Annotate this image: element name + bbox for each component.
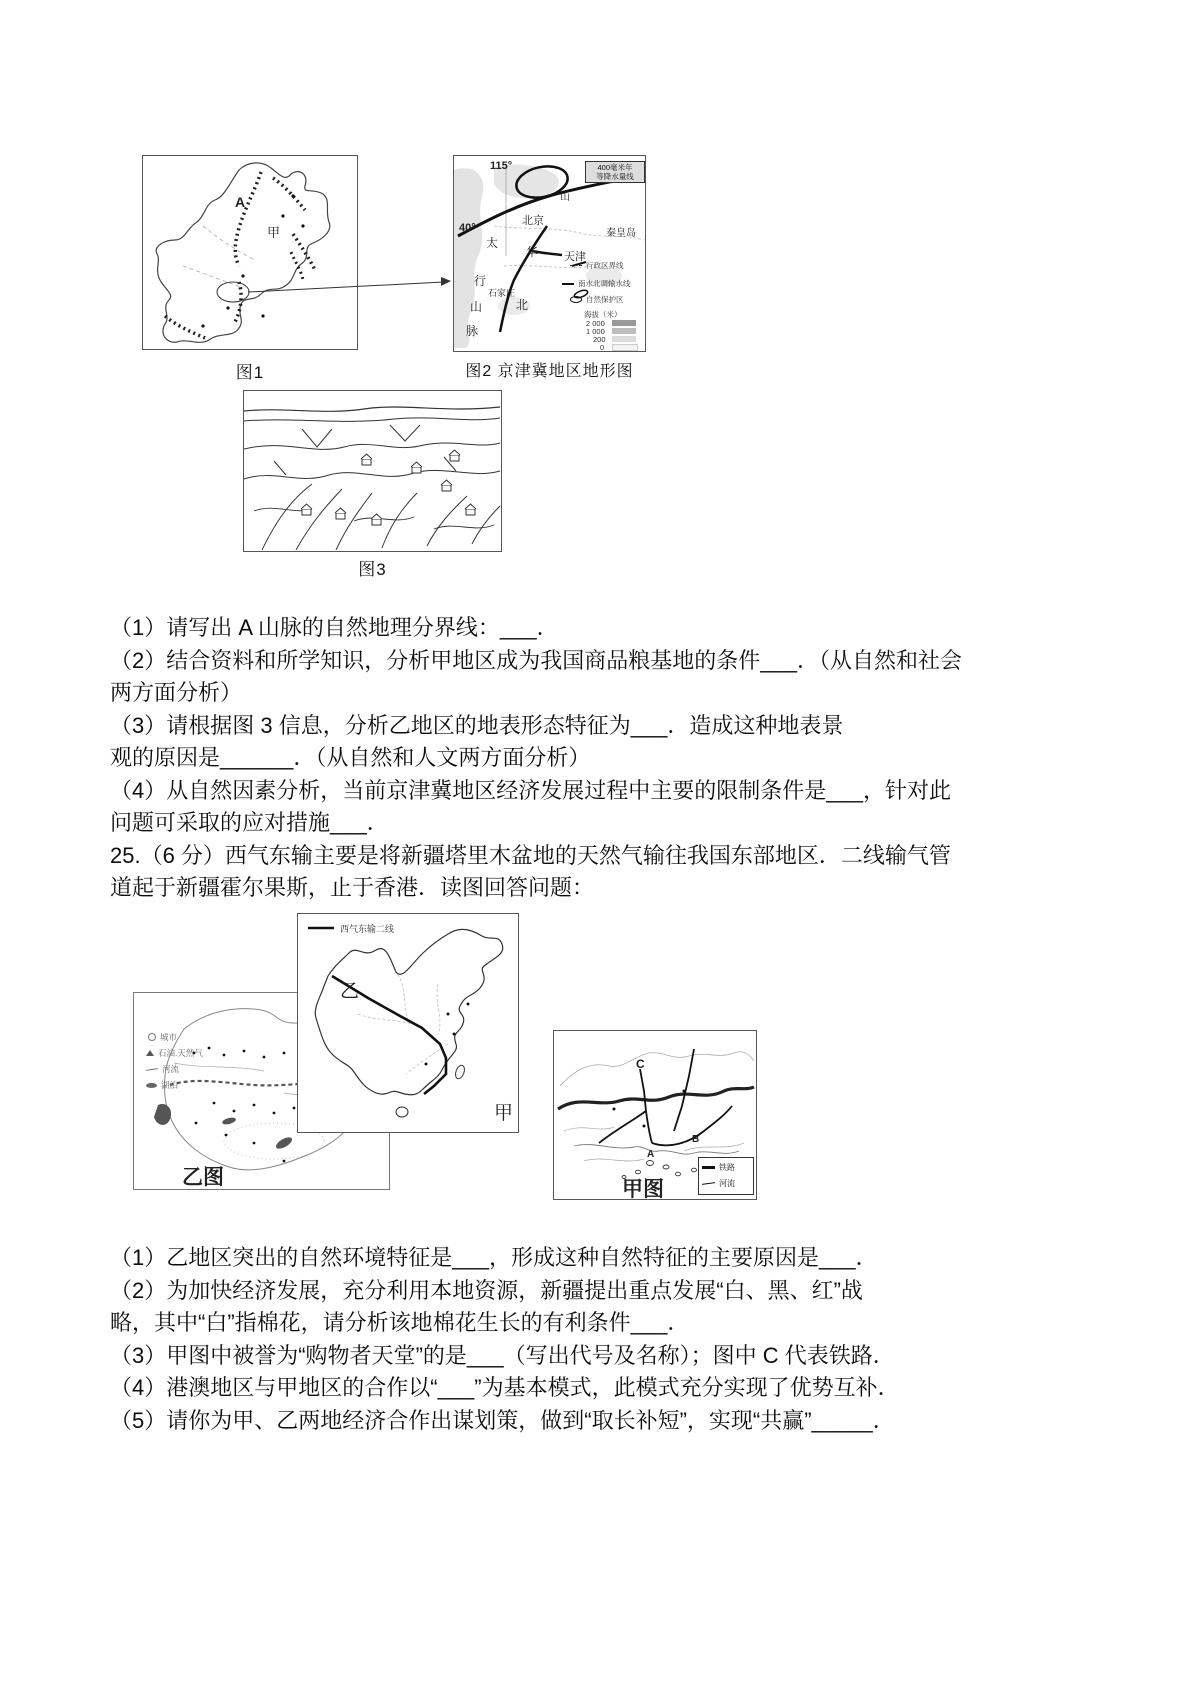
fig1-label-jia: 甲 bbox=[267, 225, 281, 240]
fig2-elev-0: 0 bbox=[600, 343, 605, 352]
figure1-map-drawing bbox=[143, 156, 359, 351]
city-icon bbox=[148, 1033, 156, 1041]
q25-line-5: （4）港澳地区与甲地区的合作以“___”为基本模式，此模式充分实现了优势互补． bbox=[110, 1375, 900, 1400]
fig2-tianjin-label: 天津 bbox=[564, 251, 586, 263]
question25-text bbox=[110, 1242, 1100, 1437]
q24-line-5: 观的原因是______．（从自然和人文两方面分析） bbox=[110, 745, 591, 770]
jiatu-legend-river bbox=[702, 1178, 750, 1189]
pipeline-label-jia: 甲 bbox=[494, 1103, 514, 1124]
figure2-box bbox=[453, 155, 646, 352]
jiatu-legend-railway-label: 铁路 bbox=[719, 1163, 735, 1172]
jiatu-legend-railway bbox=[702, 1162, 750, 1173]
q24-line-2: （2）结合资料和所学知识，分析甲地区成为我国商品粮基地的条件___．（从自然和社会 bbox=[110, 647, 962, 673]
jiatu-caption: 甲图 bbox=[622, 1178, 664, 1201]
solid-line-icon bbox=[562, 283, 574, 285]
jiatu-box bbox=[553, 1030, 757, 1200]
jiatu-legend-river-label: 河流 bbox=[719, 1179, 735, 1188]
q25-stem-line-2: 道起于新疆霍尔果斯，止于香港．读图回答问题： bbox=[110, 875, 595, 900]
fig2-huabei-2: 北 bbox=[516, 298, 529, 312]
pipeline-map-box bbox=[297, 913, 519, 1133]
jiatu-label-b: B bbox=[692, 1134, 700, 1145]
figure1-box bbox=[142, 155, 358, 350]
fig2-latitude-label: 40° bbox=[459, 222, 476, 234]
jiatu-legend-box bbox=[698, 1157, 754, 1195]
yitu-legend-oilgas bbox=[146, 1047, 203, 1059]
fig2-legend-water-transfer bbox=[562, 278, 631, 289]
fig2-taihang-1: 太 bbox=[486, 236, 499, 250]
fig2-precip-line1: 400毫米年 bbox=[597, 163, 633, 172]
lake-icon bbox=[146, 1083, 157, 1088]
fig2-shan-label: 山 bbox=[560, 192, 570, 203]
fig2-qinhuangdao-label: 秦皇岛 bbox=[606, 228, 636, 239]
q24-line-6: （4）从自然因素分析，当前京津冀地区经济发展过程中主要的限制条件是___，针对此 bbox=[110, 777, 951, 803]
fig2-legend-admin bbox=[570, 260, 624, 271]
q25-line-4: （3）甲图中被誉为“购物者天堂”的是___（写出代号及名称）；图中 C 代表铁路． bbox=[110, 1342, 895, 1368]
fig1-label-a: A bbox=[235, 194, 246, 210]
china-pipeline-drawing bbox=[298, 914, 517, 1131]
q25-line-6: （5）请你为甲、乙两地经济合作出谋划策，做到“取长补短”，实现“共赢”_____． bbox=[110, 1407, 895, 1433]
fig2-elev-swatch-3 bbox=[612, 336, 636, 342]
ellipse-icon bbox=[570, 296, 582, 303]
q24-line-4: （3）请根据图 3 信息，分析乙地区的地表形态特征为___．造成这种地表景 bbox=[110, 712, 844, 738]
fig2-taihang-3: 山 bbox=[470, 300, 483, 314]
fig2-legend-water-label: 南水北调输水线 bbox=[578, 279, 631, 288]
question24-text bbox=[110, 612, 1100, 905]
yitu-caption: 乙图 bbox=[182, 1166, 224, 1189]
q25-line-2: （2）为加快经济发展，充分利用本地资源，新疆提出重点发展“白、黑、红”战 bbox=[110, 1277, 863, 1303]
fig2-shijiazhuang-label: 石家庄 bbox=[488, 288, 516, 298]
yitu-legend-city-label: 城市 bbox=[160, 1032, 178, 1042]
pipeline-legend-label: 西气东输二线 bbox=[340, 924, 395, 934]
fig2-huabei-1: 华 bbox=[526, 245, 539, 259]
fig3-caption: 图3 bbox=[358, 560, 387, 579]
jiatu-label-c: C bbox=[636, 1057, 645, 1071]
fig2-elev-swatch-4 bbox=[612, 344, 638, 351]
fig2-caption: 图2 京津冀地区地形图 bbox=[465, 363, 634, 380]
fig2-elev-swatch-2 bbox=[612, 328, 636, 334]
oil-gas-icon bbox=[146, 1050, 154, 1056]
railway-line-icon bbox=[702, 1166, 715, 1169]
fig2-taihang-2: 行 bbox=[474, 274, 487, 288]
river-icon bbox=[146, 1068, 158, 1071]
yitu-legend-river bbox=[146, 1063, 179, 1075]
dashed-line-icon bbox=[570, 265, 582, 266]
fig2-elev-1000: 1 000 bbox=[586, 327, 605, 336]
q25-line-3: 略，其中“白”指棉花，请分析该地棉花生长的有利条件___． bbox=[110, 1310, 690, 1335]
fig2-elev-200: 200 bbox=[593, 335, 606, 344]
fig2-elev-swatch-1 bbox=[612, 320, 636, 326]
figure3-box bbox=[243, 390, 502, 552]
fig1-caption: 图1 bbox=[235, 363, 265, 382]
yitu-legend-city bbox=[148, 1031, 177, 1043]
fig2-taihang-4: 脉 bbox=[466, 324, 479, 338]
fig2-precip-box bbox=[585, 161, 645, 183]
fig2-legend-reserve bbox=[570, 294, 624, 305]
fig2-longitude-label: 115° bbox=[490, 160, 513, 172]
fig2-elev-2000: 2 000 bbox=[586, 319, 605, 328]
river-line-icon bbox=[702, 1182, 715, 1185]
q25-stem-line-1: 25.（6 分）西气东输主要是将新疆塔里木盆地的天然气输往我国东部地区．二线输气管 bbox=[110, 842, 951, 868]
jiatu-label-a: A bbox=[647, 1149, 655, 1160]
fig2-beijing-label: 北京 bbox=[522, 215, 544, 227]
figure3-landscape-drawing bbox=[244, 391, 500, 550]
q24-line-7: 问题可采取的应对措施___． bbox=[110, 810, 389, 835]
pipeline-label-yi: 乙 bbox=[340, 981, 360, 1002]
fig2-legend-admin-label: 行政区界线 bbox=[586, 261, 624, 270]
q24-line-3: 两方面分析） bbox=[110, 680, 243, 705]
yitu-legend-river-label: 河流 bbox=[162, 1064, 180, 1074]
fig2-legend-elevation-title: 海拔（米） bbox=[584, 310, 622, 319]
q24-line-1: （1）请写出 A 山脉的自然地理分界线：___． bbox=[110, 615, 559, 640]
q25-line-1: （1）乙地区突出的自然环境特征是___，形成这种自然特征的主要原因是___． bbox=[110, 1245, 878, 1270]
yitu-legend-lake-label: 湖泊 bbox=[161, 1080, 179, 1090]
fig2-legend-reserve-label: 自然保护区 bbox=[586, 295, 624, 304]
yitu-legend-oilgas-label: 石油.天然气 bbox=[158, 1048, 203, 1058]
yitu-legend-lake bbox=[146, 1079, 178, 1091]
fig2-precip-line2: 等降水量线 bbox=[596, 172, 634, 181]
